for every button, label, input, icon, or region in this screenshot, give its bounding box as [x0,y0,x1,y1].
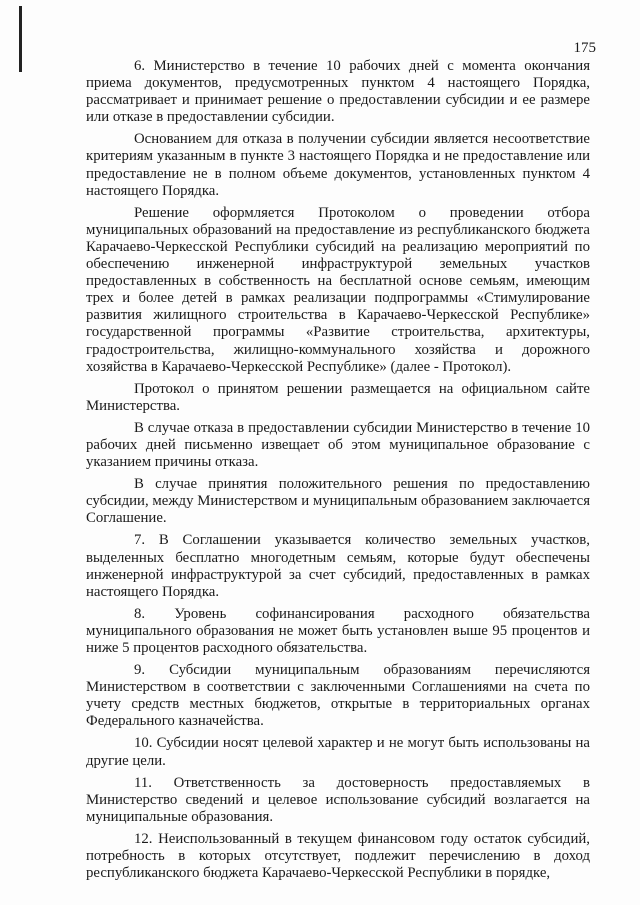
paragraph-protocol: Решение оформляется Протоколом о проведении отбора муниципальных образований на предоставление из республиканского бюджета Карачаево-Черкесской Республики субсидий на реализацию мероприятий по обеспечению инженерной инфраструктурой земельных участков предоставленных в собственность на бесплатной основе семьям, имеющим трех и более детей в рамках реализации подпрограммы «Стимулирование развития жилищного строительства в Карачаево-Черкесской Республике» государственной программы «Развитие строительства, архитектуры, градостроительства, жилищно-коммунального хозяйства и дорожного хозяйства в Карачаево-Черкесской Республике» (далее - Протокол). [86,204,590,375]
paragraph-11: 11. Ответственность за достоверность предоставляемых в Министерство сведений и целевое использование субсидий возлагается на муниципальные образования. [86,774,590,825]
paragraph-10: 10. Субсидии носят целевой характер и не могут быть использованы на другие цели. [86,735,590,769]
paragraph-6: 6. Министерство в течение 10 рабочих дней с момента окончания приема документов, предусмотренных пунктом 4 настоящего Порядка, рассматривает и принимает решение о предоставлении субсидии и ее размере или отказе в предоставлении субсидии. [86,58,590,126]
paragraph-9: 9. Субсидии муниципальным образованиям перечисляются Министерством в соответствии с заключенными Соглашениями на счета по учету средств местных бюджетов, открытые в территориальных органах Федерального казначейства. [86,662,590,730]
page-number: 175 [573,40,596,56]
paragraph-7: 7. В Соглашении указывается количество земельных участков, выделенных бесплатно многодетным семьям, которые будут обеспечены инженерной инфраструктурой за счет субсидий, предоставленных в рамках настоящего Порядка. [86,532,590,600]
paragraph-agreement: В случае принятия положительного решения по предоставлению субсидии, между Министерством и муниципальным образованием заключается Соглашение. [86,476,590,527]
binding-edge-mark [19,6,22,72]
paragraph-12: 12. Неиспользованный в текущем финансовом году остаток субсидий, потребность в которых отсутствует, подлежит перечислению в доход республиканского бюджета Карачаево-Черкесской Республики в порядке, [86,830,590,882]
paragraph-refusal-notice: В случае отказа в предоставлении субсидии Министерство в течение 10 рабочих дней письменно извещает об этом муниципальное образование с указанием причины отказа. [86,419,590,471]
document-body [86,58,590,887]
paragraph-refusal-grounds: Основанием для отказа в получении субсидии является несоответствие критериям указанным в пункте 3 настоящего Порядка и не предоставление или предоставление не в полном объеме документов, установленных пунктом 4 настоящего Порядка. [86,131,590,199]
paragraph-8: 8. Уровень софинансирования расходного обязательства муниципального образования не может быть установлен выше 95 процентов и ниже 5 процентов расходного обязательства. [86,605,590,656]
paragraph-protocol-publication: Протокол о принятом решении размещается на официальном сайте Министерства. [86,380,590,414]
